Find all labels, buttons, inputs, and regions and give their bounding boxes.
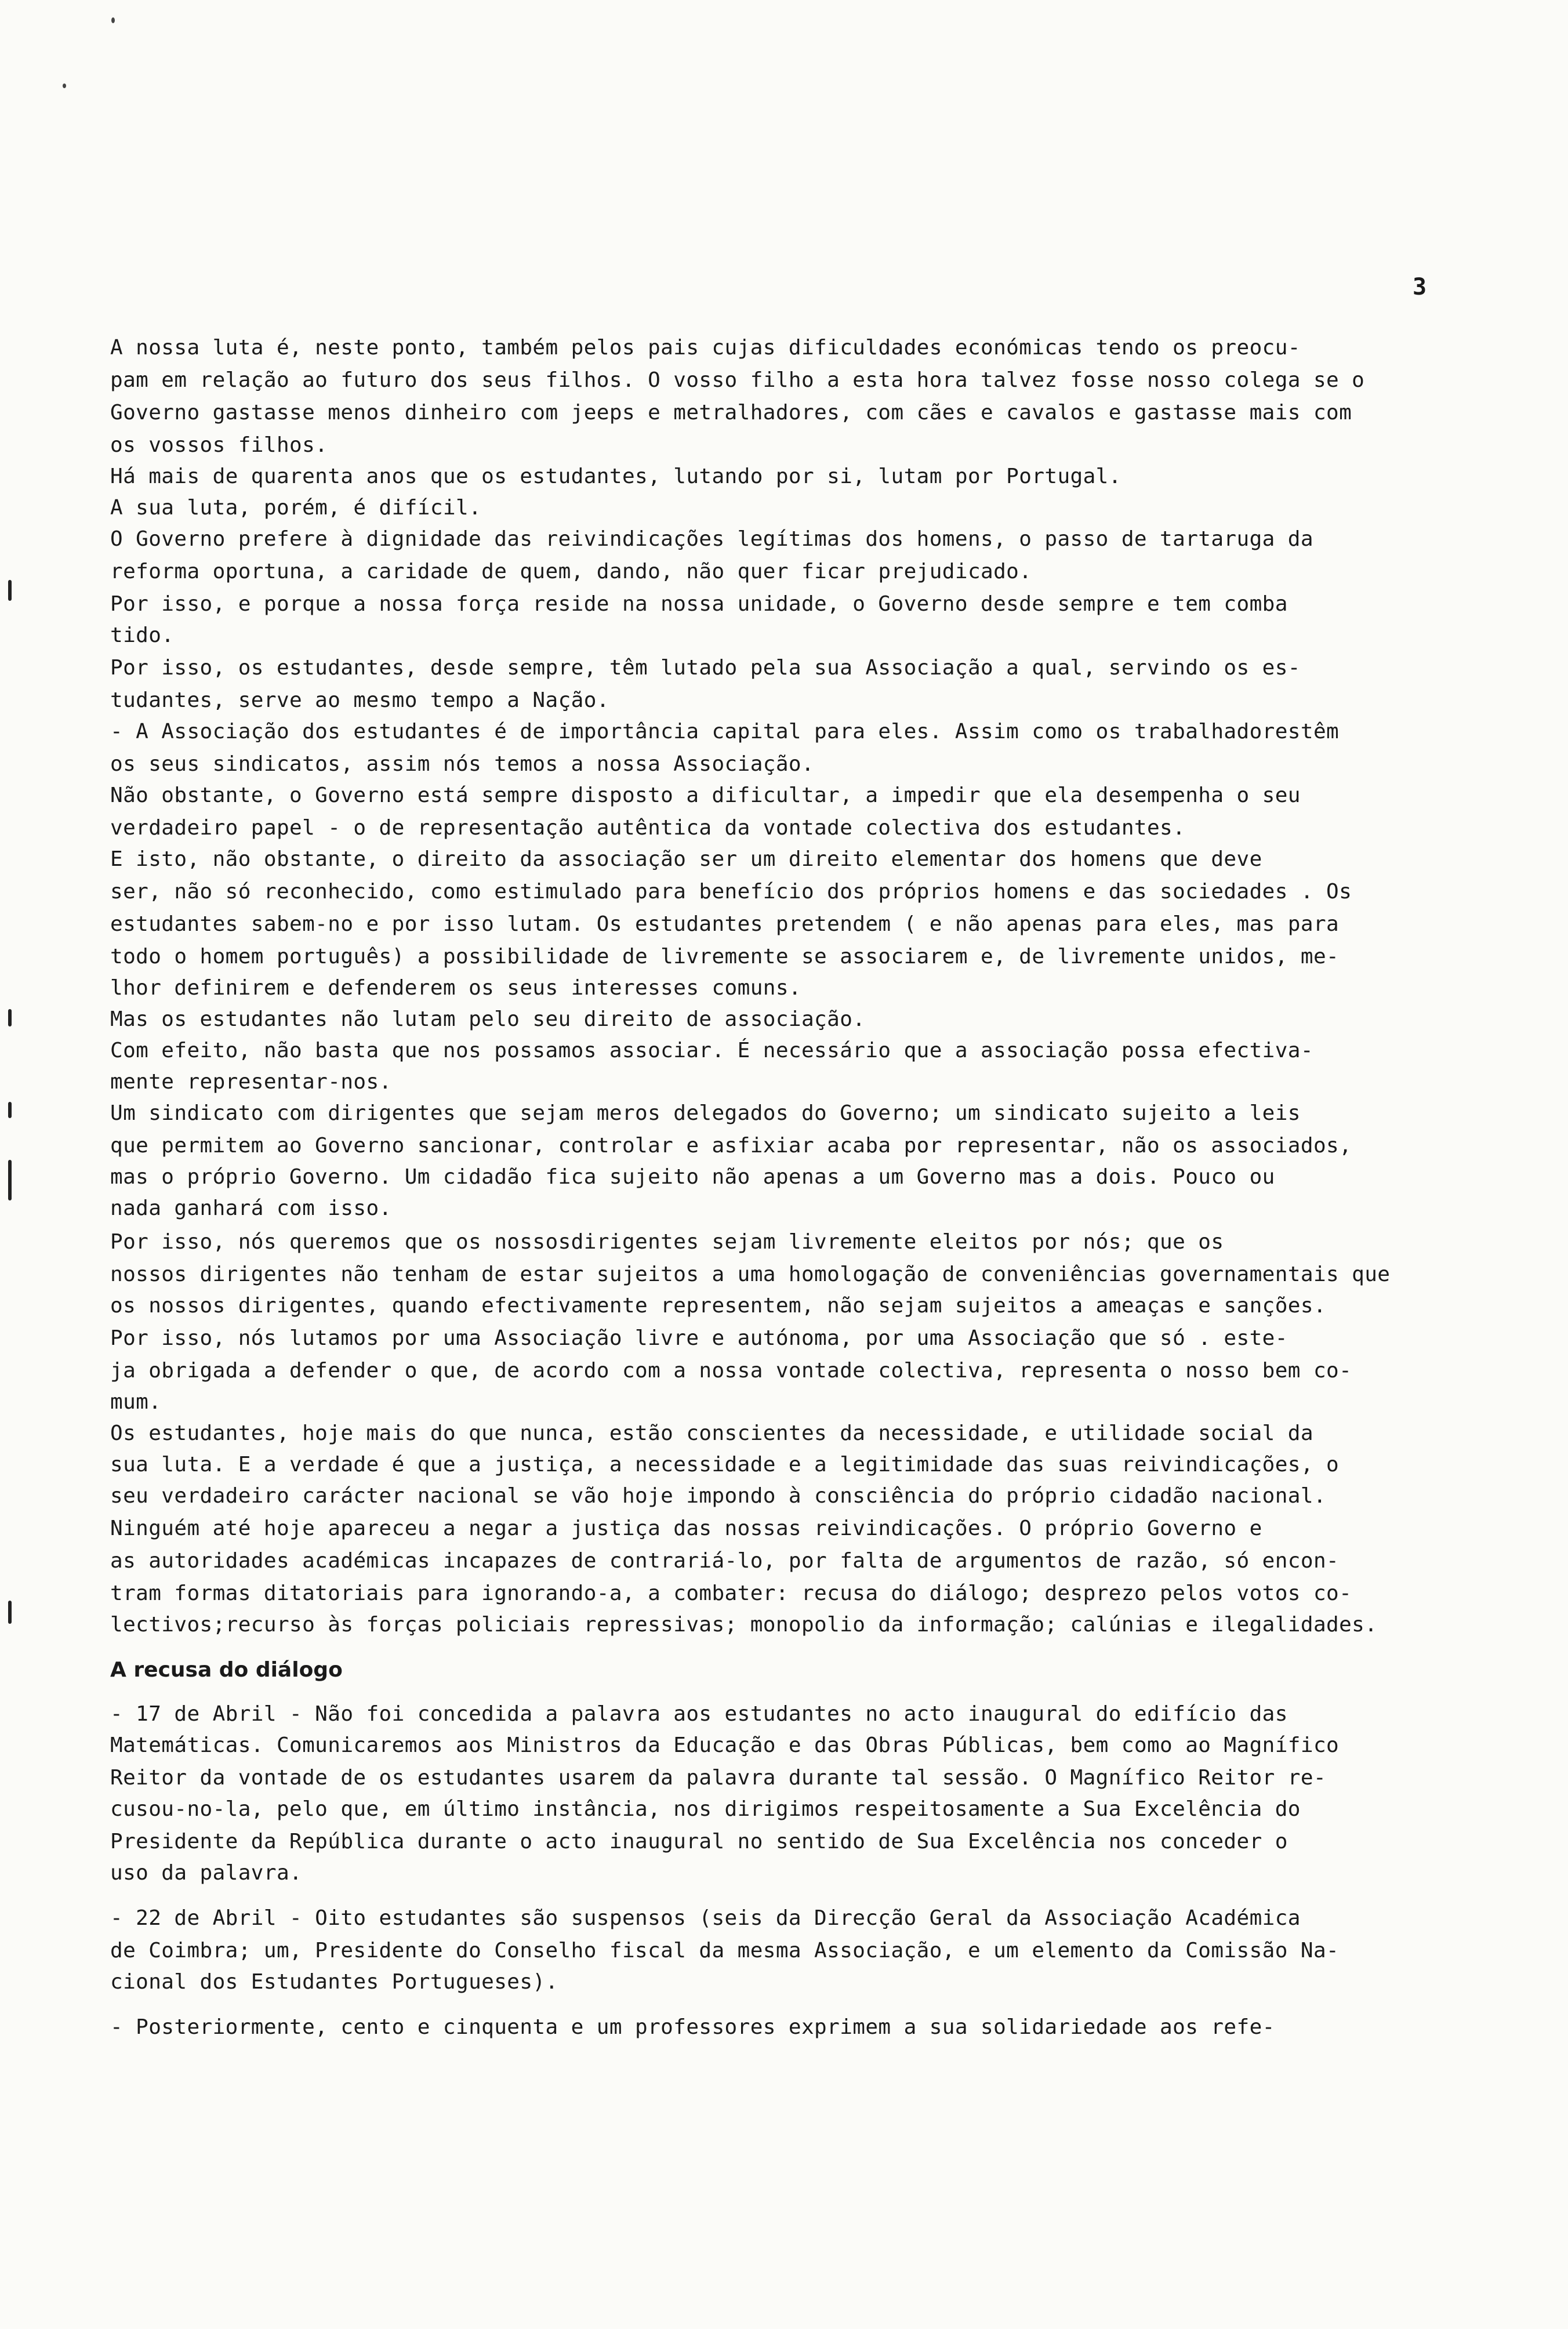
page-number: 3 xyxy=(1413,274,1427,300)
text-line: seu verdadeiro carácter nacional se vão hoje impondo à consciência do próprio cidadão nacional. xyxy=(110,1484,1327,1508)
text-line: - 17 de Abril - Não foi concedida a palavra aos estudantes no acto inaugural do edifício das xyxy=(110,1702,1288,1726)
text-line: Um sindicato com dirigentes que sejam meros delegados do Governo; um sindicato sujeito a leis xyxy=(110,1101,1301,1125)
scan-edge-mark xyxy=(8,1102,12,1118)
section-heading: A recusa do diálogo xyxy=(110,1658,343,1682)
text-line: os vossos filhos. xyxy=(110,433,328,457)
scan-edge-mark xyxy=(8,1009,12,1026)
scan-edge-mark xyxy=(8,580,12,601)
text-line: E isto, não obstante, o direito da associação ser um direito elementar dos homens que deve xyxy=(110,847,1262,871)
text-line: sua luta. E a verdade é que a justiça, a necessidade e a legitimidade das suas reivindicações, o xyxy=(110,1453,1340,1477)
text-line: ja obrigada a defender o que, de acordo com a nossa vontade colectiva, representa o nosso bem co- xyxy=(110,1359,1352,1383)
text-line: - 22 de Abril - Oito estudantes são suspensos (seis da Direcção Geral da Associação Académica xyxy=(110,1906,1301,1930)
text-line: os nossos dirigentes, quando efectivamente representem, não sejam sujeitos a ameaças e sanções. xyxy=(110,1294,1327,1318)
text-line: tram formas ditatoriais para ignorando-a, a combater: recusa do diálogo; desprezo pelos votos co- xyxy=(110,1581,1352,1605)
text-line: Mas os estudantes não lutam pelo seu direito de associação. xyxy=(110,1007,866,1031)
text-line: mente representar-nos. xyxy=(110,1070,392,1094)
text-line: uso da palavra. xyxy=(110,1861,303,1885)
text-line: os seus sindicatos, assim nós temos a nossa Associação. xyxy=(110,752,815,776)
scan-speck xyxy=(63,84,66,88)
text-line: Presidente da República durante o acto inaugural no sentido de Sua Excelência nos conceder o xyxy=(110,1830,1288,1853)
text-line: verdadeiro papel - o de representação autêntica da vontade colectiva dos estudantes. xyxy=(110,816,1186,840)
text-line: Os estudantes, hoje mais do que nunca, estão conscientes da necessidade, e utilidade social da xyxy=(110,1421,1313,1445)
text-line: Ninguém até hoje apareceu a negar a justiça das nossas reivindicações. O próprio Governo e xyxy=(110,1517,1262,1540)
text-line: Reitor da vontade de os estudantes usarem da palavra durante tal sessão. O Magnífico Reitor re- xyxy=(110,1766,1327,1790)
text-line: - Posteriormente, cento e cinquenta e um professores exprimem a sua solidariedade aos refe- xyxy=(110,2015,1275,2039)
text-line: Há mais de quarenta anos que os estudantes, lutando por si, lutam por Portugal. xyxy=(110,465,1121,488)
text-line: A nossa luta é, neste ponto, também pelos pais cujas dificuldades económicas tendo os preocu- xyxy=(110,336,1301,360)
text-line: nossos dirigentes não tenham de estar sujeitos a uma homologação de conveniências governamentais que xyxy=(110,1263,1391,1286)
text-line: Matemáticas. Comunicaremos aos Ministros da Educação e das Obras Públicas, bem como ao Magnífico xyxy=(110,1733,1340,1757)
text-line: - A Associação dos estudantes é de importância capital para eles. Assim como os trabalhadorestêm xyxy=(110,720,1340,743)
text-line: Por isso, e porque a nossa força reside na nossa unidade, o Governo desde sempre e tem comba xyxy=(110,592,1288,616)
text-line: mum. xyxy=(110,1390,162,1414)
text-line: A sua luta, porém, é difícil. xyxy=(110,496,482,520)
text-line: cusou-no-la, pelo que, em último instância, nos dirigimos respeitosamente a Sua Excelência do xyxy=(110,1797,1301,1821)
scan-speck xyxy=(111,17,115,23)
text-line: Por isso, os estudantes, desde sempre, têm lutado pela sua Associação a qual, servindo os es- xyxy=(110,656,1301,680)
text-line: Com efeito, não basta que nos possamos associar. É necessário que a associação possa efectiva- xyxy=(110,1039,1313,1062)
text-line: estudantes sabem-no e por isso lutam. Os estudantes pretendem ( e não apenas para eles, mas para xyxy=(110,912,1340,936)
text-line: de Coimbra; um, Presidente do Conselho fiscal da mesma Associação, e um elemento da Comissão Na- xyxy=(110,1939,1340,1962)
text-line: O Governo prefere à dignidade das reivindicações legítimas dos homens, o passo de tartaruga da xyxy=(110,527,1313,551)
text-line: lectivos;recurso às forças policiais repressivas; monopolio da informação; calúnias e ilegalidades. xyxy=(110,1613,1378,1637)
text-line: Não obstante, o Governo está sempre disposto a dificultar, a impedir que ela desempenha o seu xyxy=(110,783,1301,807)
scan-edge-mark xyxy=(8,1160,12,1200)
text-line: cional dos Estudantes Portugueses). xyxy=(110,1970,558,1994)
text-line: ser, não só reconhecido, como estimulado para benefício dos próprios homens e das sociedades . Os xyxy=(110,880,1352,904)
text-line: mas o próprio Governo. Um cidadão fica sujeito não apenas a um Governo mas a dois. Pouco ou xyxy=(110,1165,1275,1189)
text-line: tido. xyxy=(110,623,175,647)
text-line: Por isso, nós lutamos por uma Associação livre e autónoma, por uma Associação que só . este- xyxy=(110,1326,1288,1350)
text-line: Governo gastasse menos dinheiro com jeeps e metralhadores, com cães e cavalos e gastasse mais com xyxy=(110,401,1352,425)
text-line: todo o homem português) a possibilidade de livremente se associarem e, de livremente unidos, me- xyxy=(110,945,1340,968)
text-line: lhor definirem e defenderem os seus interesses comuns. xyxy=(110,976,801,1000)
text-line: nada ganhará com isso. xyxy=(110,1196,392,1220)
text-line: pam em relação ao futuro dos seus filhos. O vosso filho a esta hora talvez fosse nosso colega se o xyxy=(110,368,1365,392)
text-line: reforma oportuna, a caridade de quem, dando, não quer ficar prejudicado. xyxy=(110,560,1032,583)
text-line: as autoridades académicas incapazes de contrariá-lo, por falta de argumentos de razão, só encon- xyxy=(110,1549,1340,1573)
text-line: que permitem ao Governo sancionar, controlar e asfixiar acaba por representar, não os associados, xyxy=(110,1134,1352,1158)
text-line: tudantes, serve ao mesmo tempo a Nação. xyxy=(110,688,609,712)
text-line: Por isso, nós queremos que os nossosdirigentes sejam livremente eleitos por nós; que os xyxy=(110,1230,1224,1254)
scan-edge-mark xyxy=(8,1601,12,1624)
